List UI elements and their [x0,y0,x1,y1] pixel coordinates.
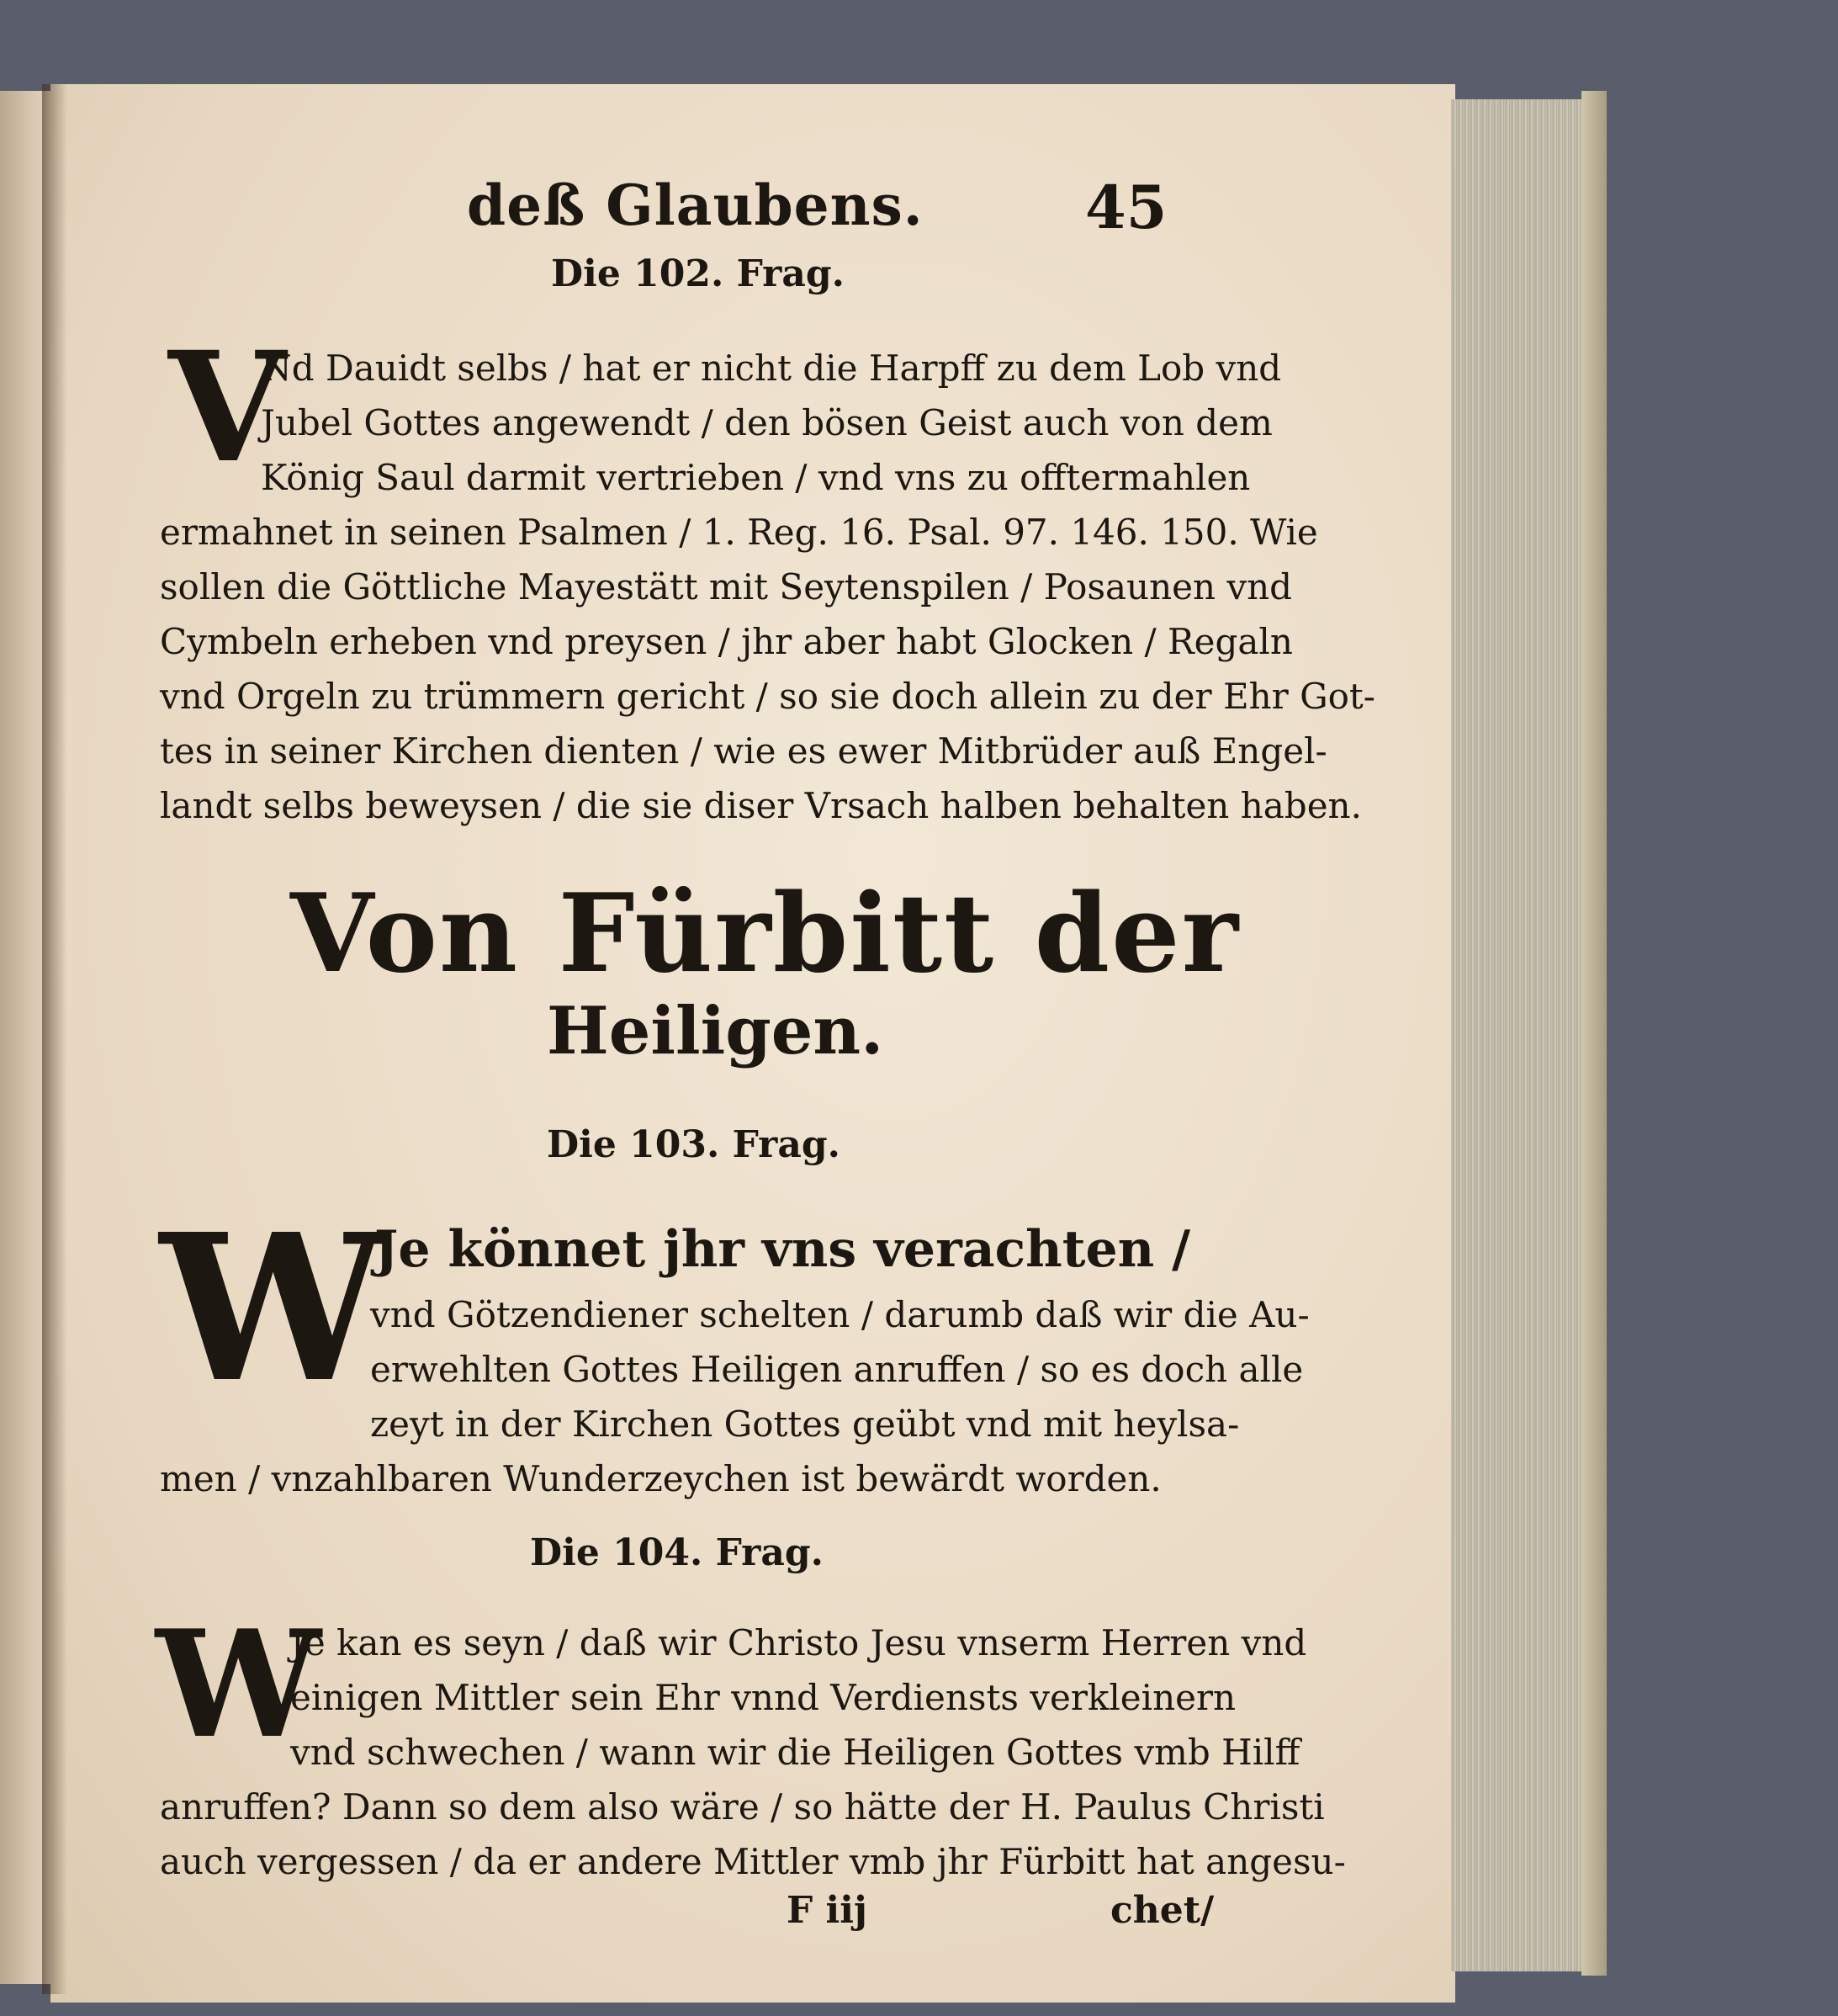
running-head: deß Glaubens. [467,172,924,238]
q103-line: vnd Götzendiener schelten / darumb daß wir die Au- [370,1294,1310,1335]
q102-line: vnd Orgeln zu trümmern gericht / so sie doch allein zu der Ehr Got- [160,676,1375,717]
page-block-edge [1451,99,1586,1971]
q104-paragraph [160,1615,1346,1889]
q104-heading: Die 104. Frag. [530,1531,824,1574]
q102-heading: Die 102. Frag. [551,252,845,295]
q103-line: Je könnet jhr vns verachten / [374,1220,1191,1279]
catchword: chet/ [1110,1889,1215,1932]
q102-paragraph [160,341,1375,833]
cover-edge [1581,91,1607,1976]
q102-line: ermahnet in seinen Psalmen / 1. Reg. 16. Psal. 97. 146. 150. Wie [160,512,1318,553]
q102-line: Nd Dauidt selbs / hat er nicht die Harpff zu dem Lob vnd [261,347,1282,389]
q103-paragraph [160,1212,1310,1506]
q104-line: auch vergessen / da er andere Mittler vmb jhr Fürbitt hat angesu- [160,1841,1346,1882]
q102-line: König Saul darmit vertrieben / vnd vns zu offtermahlen [261,457,1251,498]
signature-mark: F iij [787,1889,867,1932]
q102-line: sollen die Göttliche Mayestätt mit Seytenspilen / Posaunen vnd [160,566,1293,607]
q103-line: men / vnzahlbaren Wunderzeychen ist bewärdt worden. [160,1458,1162,1499]
q102-line: Cymbeln erheben vnd preysen / jhr aber habt Glocken / Regaln [160,621,1293,662]
section-title: Von Fürbitt der [290,871,1240,997]
q103-line: zeyt in der Kirchen Gottes geübt vnd mit heylsa- [370,1403,1240,1445]
q103-dropcap: W [160,1190,387,1427]
q104-line: anruffen? Dann so dem also wäre / so hätte der H. Paulus Christi [160,1786,1325,1828]
q104-line: einigen Mittler sein Ehr vnnd Verdiensts verkleinern [290,1677,1237,1718]
q104-line: Je kan es seyn / daß wir Christo Jesu vnserm Herren vnd [290,1622,1307,1663]
q102-line: landt selbs beweysen / die sie diser Vrsach halben behalten haben. [160,785,1362,826]
book-gutter [42,84,67,1994]
q103-line: erwehlten Gottes Heiligen anruffen / so es doch alle [370,1349,1304,1390]
q104-line: vnd schwechen / wann wir die Heiligen Gottes vmb Hilff [290,1732,1300,1773]
page-number: 45 [1085,172,1168,242]
q102-dropcap: V [168,319,286,496]
q104-dropcap: W [156,1599,321,1771]
section-subtitle: Heiligen. [547,993,884,1069]
q102-line: Jubel Gottes angewendt / den bösen Geist auch von dem [261,402,1273,443]
q102-line: tes in seiner Kirchen dienten / wie es ewer Mitbrüder auß Engel- [160,730,1327,772]
q103-heading: Die 103. Frag. [547,1123,840,1166]
